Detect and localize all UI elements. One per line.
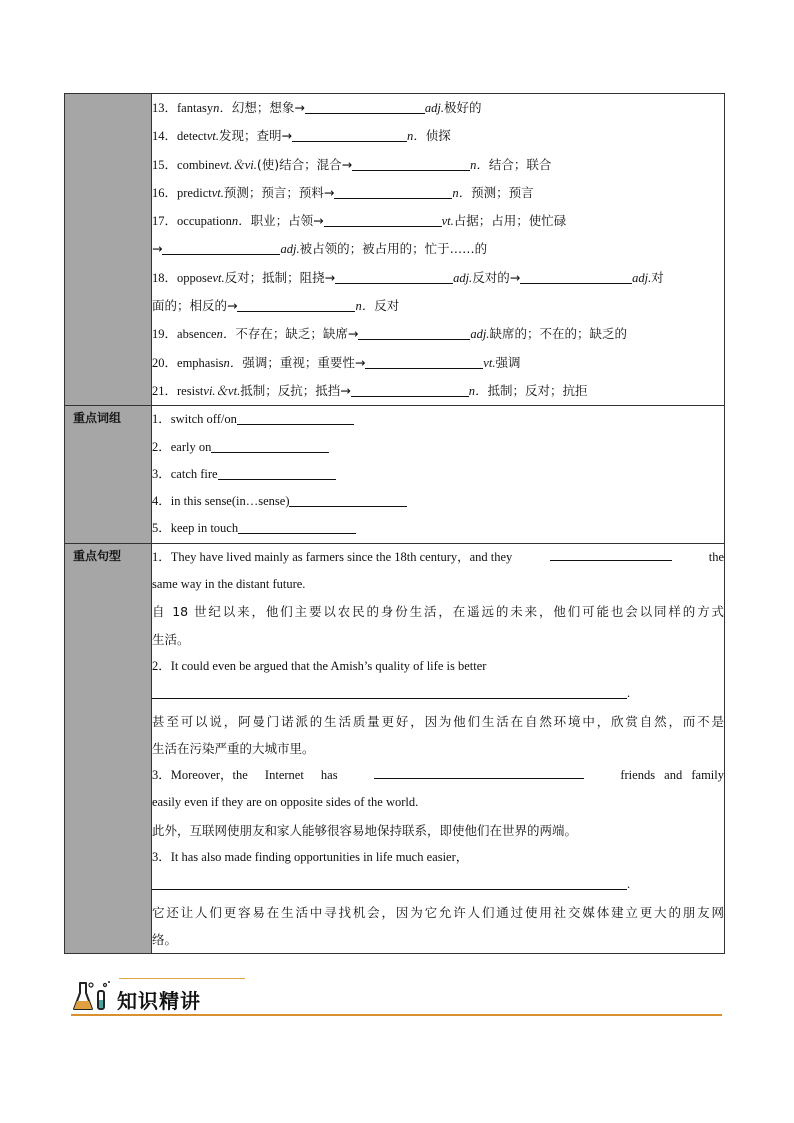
vocab-item-16: 16．predictvt.预测；预言；预料→ n．预测；预言: [152, 184, 534, 200]
sentence-2-translation-2: 生活在污染严重的大城市里。: [152, 740, 315, 756]
vocab-item-15: 15．combinevt.＆vi.(使)结合；混合→ n．结合；联合: [152, 156, 552, 172]
sentence-3-line-2: easily even if they are on opposite sides of the world.: [152, 795, 419, 810]
phrase-item: 2．early on: [152, 434, 724, 461]
answer-blank[interactable]: [358, 325, 470, 340]
answer-blank[interactable]: [550, 546, 672, 561]
answer-blank[interactable]: [289, 492, 407, 507]
vocab-item-13: 13．fantasyn．幻想；想象→ adj.极好的: [152, 100, 482, 115]
vocab-item-17-cont: → adj.被占领的；被占用的；忙于……的: [152, 241, 488, 257]
vocab-item-18: 18．opposevt.反对；抵制；阻挠→ adj.反对的→ adj.对: [152, 269, 664, 285]
sentences-row: [65, 543, 725, 953]
flask-icon: [71, 979, 113, 1015]
answer-blank[interactable]: [374, 764, 584, 779]
header-bottom-rule: [71, 1014, 722, 1016]
phrase-item: 3．catch fire: [152, 461, 724, 488]
sentence-4-line-1: 3．It has also made finding opportunities in life much easier，: [152, 850, 469, 865]
sentence-4-translation: 它还让人们更容易在生活中寻找机会，因为它允许人们通过使用社交媒体建立更大的朋友网: [152, 904, 724, 920]
answer-blank[interactable]: [352, 156, 470, 171]
vocab-item-18-cont: 面的；相反的→ n．反对: [152, 298, 400, 314]
sentences-content: [152, 543, 725, 953]
phrases-row: [65, 406, 725, 543]
answer-blank[interactable]: [238, 519, 356, 534]
vocab-row: [65, 94, 725, 406]
vocab-item-21: 21．resistvi.＆vt.抵制；反抗；抵挡→ n．抵制；反对；抗拒: [152, 382, 588, 398]
answer-blank[interactable]: [237, 297, 355, 312]
vocab-item-19: 19．absencen．不存在；缺乏；缺席→ adj.缺席的；不在的；缺乏的: [152, 326, 627, 342]
phrases-label: 重点词组: [73, 411, 122, 426]
sentence-1-translation: 自 18 世纪以来，他们主要以农民的身份生活，在遥远的未来，他们可能也会以同样的方式: [152, 604, 724, 620]
sentence-3-line-1: 3．Moreover，the Internet has friends and family: [152, 762, 724, 789]
sentence-2-line-2: .: [152, 680, 724, 707]
answer-blank[interactable]: [152, 875, 627, 890]
answer-blank[interactable]: [152, 684, 627, 699]
answer-blank[interactable]: [237, 410, 354, 425]
sentence-2-translation: 甚至可以说，阿曼门诺派的生活质量更好，因为他们生活在自然环境中，欣赏自然，而不是: [152, 713, 724, 729]
sentence-4-translation-2: 络。: [152, 931, 178, 947]
answer-blank[interactable]: [218, 465, 336, 480]
answer-blank[interactable]: [211, 438, 329, 453]
answer-blank[interactable]: [162, 240, 280, 255]
phrase-item: 1．switch off/on: [152, 406, 724, 433]
phrase-item: 5．keep in touch: [152, 515, 724, 542]
answer-blank[interactable]: [324, 212, 442, 227]
phrases-content: [152, 406, 725, 543]
sentence-1-line-1: 1．They have lived mainly as farmers since the 18th century，and they the: [152, 544, 724, 571]
vocab-content: [152, 94, 725, 406]
answer-blank[interactable]: [365, 354, 483, 369]
section-header: [71, 976, 722, 1018]
sentence-3-translation: 此外，互联网使朋友和家人能够很容易地保持联系，即使他们在世界的两端。: [152, 822, 578, 838]
answer-blank[interactable]: [334, 184, 452, 199]
sentence-4-line-2: .: [152, 871, 724, 898]
section-title: 知识精讲: [117, 989, 201, 1013]
header-top-rule: [119, 978, 245, 979]
worksheet-table: [64, 93, 725, 954]
sentence-1-translation-2: 生活。: [152, 631, 190, 647]
answer-blank[interactable]: [351, 382, 469, 397]
vocab-item-20: 20．emphasisn．强调；重视；重要性→ vt.强调: [152, 354, 521, 370]
sentence-2-line-1: 2．It could even be argued that the Amish’s quality of life is better: [152, 658, 487, 673]
phrase-item: 4．in this sense(in…sense): [152, 488, 724, 515]
answer-blank[interactable]: [520, 269, 632, 284]
answer-blank[interactable]: [305, 99, 425, 114]
answer-blank[interactable]: [292, 127, 407, 142]
vocab-label-cell: [65, 94, 152, 406]
sentence-1-line-2: same way in the distant future.: [152, 577, 306, 592]
vocab-item-17: 17．occupationn．职业；占领→ vt.占据；占用；使忙碌: [152, 213, 567, 229]
sentences-label-cell: [65, 543, 152, 953]
answer-blank[interactable]: [335, 269, 453, 284]
vocab-item-14: 14．detectvt.发现；查明→ n．侦探: [152, 128, 451, 144]
phrases-label-cell: [65, 406, 152, 543]
sentences-label: 重点句型: [73, 548, 122, 563]
